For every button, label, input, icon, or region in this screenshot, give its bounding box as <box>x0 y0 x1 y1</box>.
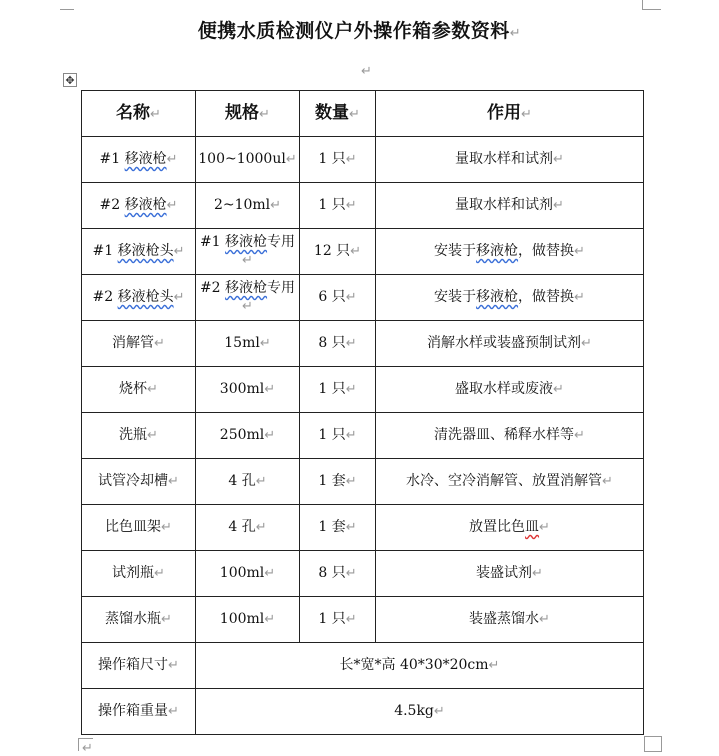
size-row <box>82 643 644 689</box>
cell-purpose: 装盛试剂↵ <box>376 551 644 597</box>
cell-purpose: 消解水样或装盛预制试剂↵ <box>376 321 644 367</box>
cell-name: #2 移液枪↵ <box>82 183 196 229</box>
table-header-row <box>82 91 644 137</box>
cell-name: 比色皿架↵ <box>82 505 196 551</box>
weight-row <box>82 689 644 735</box>
cell-purpose: 清洗器皿、稀释水样等↵ <box>376 413 644 459</box>
cell-name: 消解管↵ <box>82 321 196 367</box>
parameter-table <box>81 90 644 735</box>
table-body <box>82 137 644 735</box>
header-name: 名称↵ <box>82 91 196 137</box>
table-row <box>82 505 644 551</box>
cell-purpose: 放置比色皿↵ <box>376 505 644 551</box>
table-row <box>82 551 644 597</box>
cell-quantity: 8 只↵ <box>300 321 376 367</box>
paragraph-mark: ↵ <box>82 741 93 756</box>
cell-spec: #2 移液枪专用↵ <box>196 275 300 321</box>
size-label: 操作箱尺寸↵ <box>82 643 196 689</box>
blank-paragraph <box>0 60 719 79</box>
cell-purpose: 盛取水样或废液↵ <box>376 367 644 413</box>
size-value: 长*宽*高 40*30*20cm↵ <box>196 643 644 689</box>
table-row <box>82 183 644 229</box>
table-row <box>82 137 644 183</box>
table-row <box>82 275 644 321</box>
cell-name: 烧杯↵ <box>82 367 196 413</box>
paragraph-mark: ↵ <box>509 26 522 41</box>
cell-name: 洗瓶↵ <box>82 413 196 459</box>
cell-quantity: 1 只↵ <box>300 183 376 229</box>
cell-spec: 300ml↵ <box>196 367 300 413</box>
cell-quantity: 1 只↵ <box>300 137 376 183</box>
cell-spec: 100~1000ul↵ <box>196 137 300 183</box>
end-paragraph <box>82 737 93 756</box>
paragraph-mark: ↵ <box>361 64 372 79</box>
cell-quantity: 1 只↵ <box>300 597 376 643</box>
cell-spec: 100ml↵ <box>196 597 300 643</box>
cell-quantity: 6 只↵ <box>300 275 376 321</box>
page-corner-top-right <box>642 0 661 10</box>
cell-name: #2 移液枪头↵ <box>82 275 196 321</box>
table-row <box>82 597 644 643</box>
cell-purpose: 安装于移液枪，做替换↵ <box>376 275 644 321</box>
cell-spec: 250ml↵ <box>196 413 300 459</box>
cell-quantity: 1 只↵ <box>300 413 376 459</box>
cell-quantity: 8 只↵ <box>300 551 376 597</box>
cell-quantity: 1 只↵ <box>300 367 376 413</box>
cell-purpose: 水冷、空冷消解管、放置消解管↵ <box>376 459 644 505</box>
weight-value: 4.5kg↵ <box>196 689 644 735</box>
header-purpose: 作用↵ <box>376 91 644 137</box>
cell-quantity: 1 套↵ <box>300 459 376 505</box>
header-quantity: 数量↵ <box>300 91 376 137</box>
cell-quantity: 1 套↵ <box>300 505 376 551</box>
table-row <box>82 229 644 275</box>
table-move-handle-icon[interactable]: ✥ <box>63 73 77 87</box>
cell-purpose: 装盛蒸馏水↵ <box>376 597 644 643</box>
cell-name: 试剂瓶↵ <box>82 551 196 597</box>
page-corner-bottom-right <box>644 736 662 752</box>
header-spec: 规格↵ <box>196 91 300 137</box>
title-text: 便携水质检测仪户外操作箱参数资料 <box>197 20 510 42</box>
cell-spec: 2~10ml↵ <box>196 183 300 229</box>
cell-quantity: 12 只↵ <box>300 229 376 275</box>
cell-purpose: 安装于移液枪，做替换↵ <box>376 229 644 275</box>
table-row <box>82 321 644 367</box>
cell-purpose: 量取水样和试剂↵ <box>376 137 644 183</box>
table-row <box>82 367 644 413</box>
table-row <box>82 459 644 505</box>
cell-purpose: 量取水样和试剂↵ <box>376 183 644 229</box>
cell-name: #1 移液枪↵ <box>82 137 196 183</box>
page-corner-top-left <box>60 0 74 10</box>
cell-spec: 4 孔↵ <box>196 505 300 551</box>
cell-spec: 4 孔↵ <box>196 459 300 505</box>
cell-spec: 15ml↵ <box>196 321 300 367</box>
cell-spec: #1 移液枪专用↵ <box>196 229 300 275</box>
table-row <box>82 413 644 459</box>
cell-spec: 100ml↵ <box>196 551 300 597</box>
cell-name: #1 移液枪头↵ <box>82 229 196 275</box>
cell-name: 试管冷却槽↵ <box>82 459 196 505</box>
cell-name: 蒸馏水瓶↵ <box>82 597 196 643</box>
document-title <box>0 16 719 43</box>
weight-label: 操作箱重量↵ <box>82 689 196 735</box>
